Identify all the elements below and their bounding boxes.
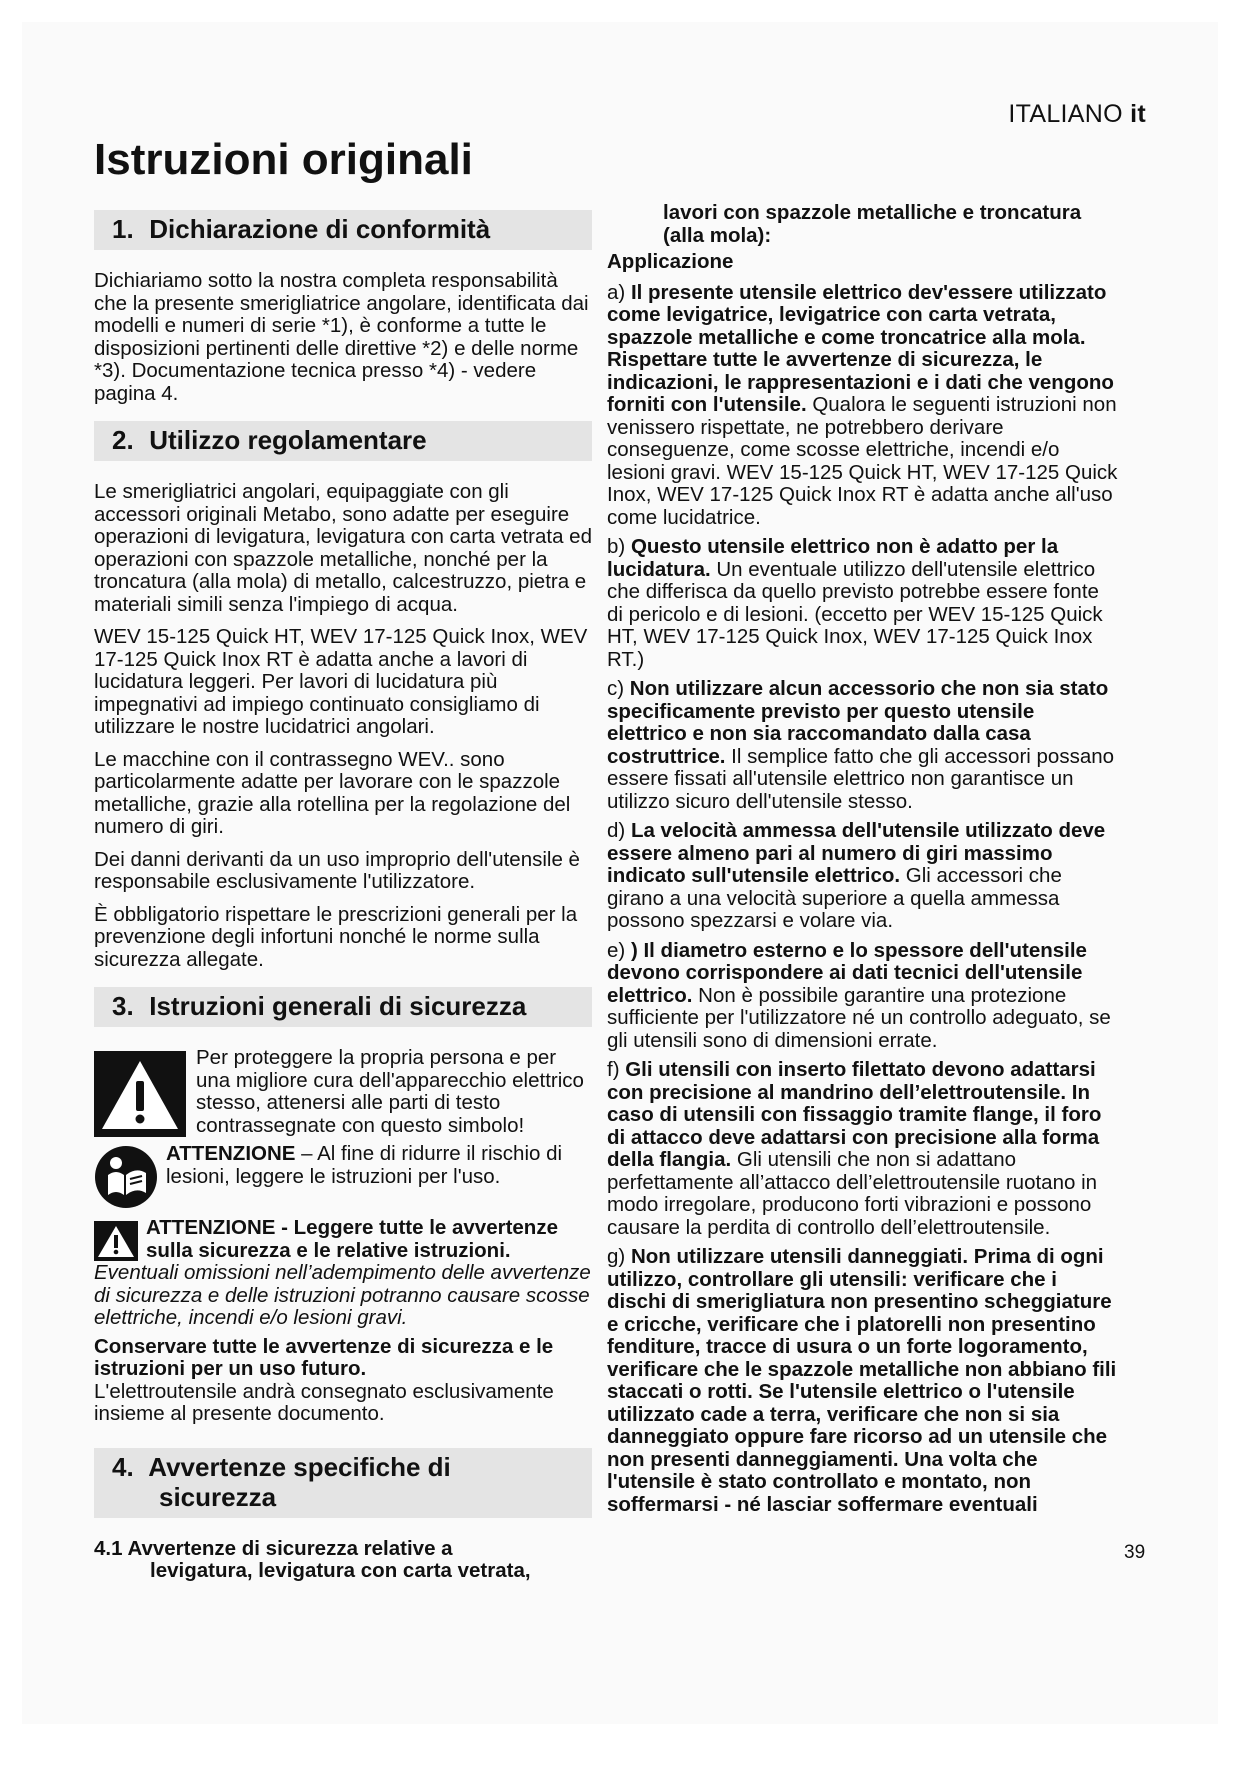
section-4-number: 4. — [112, 1451, 134, 1482]
item-text: Gli utensili che non si adattano perfettamente all’attacco dell’elettroutensile ruotano in modo irregolare, producono forti vibrazioni e possono causare la perdita di controllo dell’elettroutensile. — [607, 1148, 1098, 1239]
item-text: Un eventuale utilizzo dell'utensile elettrico che differisca da quello previsto potrebbe essere fonte di pericolo e di lesioni. (eccetto per WEV 15-125 Quick HT, WEV 17-125 Quick Inox, WEV 17-125 Quick Inox RT.) — [607, 557, 1103, 671]
section-1-title: Dichiarazione di conformità — [149, 214, 491, 244]
item-text: Non è possibile garantire una protezione sufficiente per l'utilizzatore né un controllo adeguato, se gli utensili sono di dimensioni errate. — [607, 983, 1111, 1052]
item-letter: c) — [607, 677, 625, 700]
section-1-body: Dichiariamo sotto la nostra completa responsabilità che la presente smerigliatrice angolare, identificata dai modelli e numeri di serie *1), è conforme a tutte le disposizioni pertinenti delle direttive *2) e delle norme *3). Documentazione tecnica presso *4) - vedere pagina 4. — [94, 269, 589, 405]
subsection-4-1-line2: levigatura, levigatura con carta vetrata, — [150, 1559, 531, 1582]
item-letter: g) — [607, 1245, 626, 1268]
item-bold-text: Gli utensili con inserto filettato devono adattarsi con precisione al mandrino dell’elettroutensile. In caso di utensili con fissaggio tramite flange, il foro di attacco deve adattarsi con precisione alla forma della flangia. — [607, 1058, 1102, 1171]
subsection-4-1-line1: Avvertenze di sicurezza relative a — [127, 1536, 453, 1560]
item-bold-text: Il presente utensile elettrico dev'essere utilizzato come levigatrice, levigatrice con carta vetrata, spazzole metalliche e come troncatrice alla mola. Rispettare tutte le avvertenze di sicurezza, le indicazioni, le rappresentazioni e i dati che vengono forniti con l'utensile. — [607, 280, 1114, 416]
section-2-title: Utilizzo regolamentare — [149, 425, 427, 455]
right-column — [607, 202, 1119, 1523]
item-bold-text: Non utilizzare utensili danneggiati. Prima di ogni utilizzo, controllare gli utensili: verificare che i dischi di smerigliatura non presentino scheggiature e cricche, verificare che i platorelli non presentino fenditure, tracce di usura o un forte logoramento, verificare che le spazzole metalliche non abbiano fili staccati o rotti. Se l'utensile elettrico o l'utensile utilizzato cade a terra, verificare che non si sia danneggiato oppure fare ricorso ad un utensile che non presenti danneggiamenti. Una volta che l'utensile è stato controllato e montato, non soffermarsi - né lasciar soffermare eventuali — [607, 1245, 1117, 1516]
list-item — [607, 940, 1119, 1053]
item-letter: b) — [607, 535, 626, 558]
attention-read-all — [94, 1217, 592, 1262]
section-2-paragraph-1: Le smerigliatrici angolari, equipaggiate con gli accessori originali Metabo, sono adatte per eseguire operazioni di levigatura, levigatura con carta vetrata ed operazioni con spazzole metalliche, nonché per la troncatura (alla mola) di metallo, calcestruzzo, pietra e materiali simili senza l'impiego di acqua. — [94, 480, 592, 616]
section-2-number: 2. — [112, 425, 134, 455]
section-2-heading — [94, 421, 592, 461]
left-column — [94, 202, 592, 1583]
list-item — [607, 1059, 1119, 1239]
page-number: 39 — [1124, 1542, 1146, 1563]
section-2-paragraph-3: Le macchine con il contrassegno WEV.. sono particolarmente adatte per lavorare con le spazzole metalliche, grazie alla rotellina per la regolazione del numero di giri. — [94, 747, 571, 838]
item-text: Qualora le seguenti istruzioni non venissero rispettate, ne potrebbero derivare conseguenze, come scosse elettriche, incendi e/o lesioni gravi. WEV 15-125 Quick HT, WEV 17-125 Quick Inox, WEV 17-125 Quick Inox RT è adatta anche all'uso come lucidatrice. — [607, 393, 1118, 529]
subsection-4-1-heading — [94, 1538, 592, 1583]
item-letter: f) — [607, 1058, 620, 1081]
section-1-number: 1. — [112, 214, 134, 244]
language-code: it — [1130, 100, 1146, 128]
item-text: Gli accessori che girano a una velocità superiore a quella ammessa possono spezzarsi e volare via. — [607, 864, 1062, 932]
application-heading: Applicazione — [607, 250, 734, 273]
symbol-notice — [94, 1047, 592, 1137]
list-item — [607, 1246, 1119, 1516]
item-bold-text: ) Il diametro esterno e lo spessore dell'utensile devono corrispondere ai dati tecnici dell'utensile elettrico. — [607, 938, 1087, 1007]
deliver-with-document: L'elettroutensile andrà consegnato esclusivamente insieme al presente documento. — [94, 1379, 554, 1425]
section-2-paragraph-5: È obbligatorio rispettare le prescrizioni generali per la prevenzione degli infortuni nonché le norme sulla sicurezza allegate. — [94, 902, 578, 971]
section-1-heading — [94, 210, 592, 250]
warning-triangle-icon — [94, 1051, 186, 1137]
symbol-notice-text: Per proteggere la propria persona e per una migliore cura dell'apparecchio elettrico stesso, attenersi alle parti di testo contrassegnate con questo simbolo! — [196, 1046, 584, 1137]
section-4-title-line1: Avvertenze specifiche di — [148, 1451, 451, 1482]
small-warning-icon — [94, 1221, 138, 1261]
omission-warning: Eventuali omissioni nell’adempimento delle avvertenze di sicurezza e delle istruzioni potranno causare scosse elettriche, incendi e/o lesioni gravi. — [94, 1261, 591, 1329]
section-3-number: 3. — [112, 991, 134, 1021]
attention-text: – Al fine di ridurre il rischio di lesioni, leggere le istruzioni per l'uso. — [166, 1142, 563, 1188]
attention-label: ATTENZIONE — [166, 1142, 296, 1165]
section-4-title-line2: sicurezza — [159, 1481, 277, 1512]
read-manual-notice — [94, 1143, 592, 1203]
item-text: Il semplice fatto che gli accessori possano essere fissati all'utensile elettrico non garantisce un utilizzo sicuro dell'utensile stesso. — [607, 744, 1115, 813]
section-3-title: Istruzioni generali di sicurezza — [149, 991, 527, 1021]
item-bold-text: Non utilizzare alcun accessorio che non sia stato specificamente previsto per questo utensile elettrico e non sia raccomandato dalla casa costruttrice. — [607, 677, 1109, 768]
page-title: Istruzioni originali — [94, 135, 473, 184]
list-item — [607, 536, 1119, 671]
section-3-heading — [94, 987, 592, 1027]
attention-read-all-text: ATTENZIONE - Leggere tutte le avvertenze sulla sicurezza e le relative istruzioni. — [146, 1216, 558, 1262]
list-item — [607, 282, 1119, 530]
section-4-heading — [94, 1448, 592, 1518]
item-bold-text: La velocità ammessa dell'utensile utilizzato deve essere almeno pari al numero di giri massimo indicato sull'utensile elettrico. — [607, 819, 1106, 887]
item-bold-text: Questo utensile elettrico non è adatto per la lucidatura. — [607, 535, 1059, 581]
item-letter: e) — [607, 938, 626, 962]
section-2-paragraph-4: Dei danni derivanti da un uso improprio dell'utensile è responsabile esclusivamente l'utilizzatore. — [94, 847, 580, 893]
keep-instructions: Conservare tutte le avvertenze di sicurezza e le istruzioni per un uso futuro. — [94, 1334, 554, 1380]
section-2-paragraph-2: WEV 15-125 Quick HT, WEV 17-125 Quick Inox, WEV 17-125 Quick Inox RT è adatta anche a lavori di lucidatura leggeri. Per lavori di lucidatura più impegnativi ad impiego continuato consigliamo di utilizzare le nostre lucidatrici angolari. — [94, 625, 588, 738]
item-letter: a) — [607, 280, 626, 304]
language-label: ITALIANO — [1008, 100, 1123, 128]
language-indicator — [1008, 100, 1146, 129]
subsection-4-1-number: 4.1 — [94, 1536, 123, 1560]
item-letter: d) — [607, 819, 626, 842]
manual-page — [22, 22, 1218, 1724]
list-item — [607, 678, 1119, 813]
subsection-4-1-continued: lavori con spazzole metalliche e troncatura (alla mola): — [663, 201, 1082, 247]
list-item — [607, 820, 1119, 933]
read-manual-icon — [94, 1145, 158, 1209]
